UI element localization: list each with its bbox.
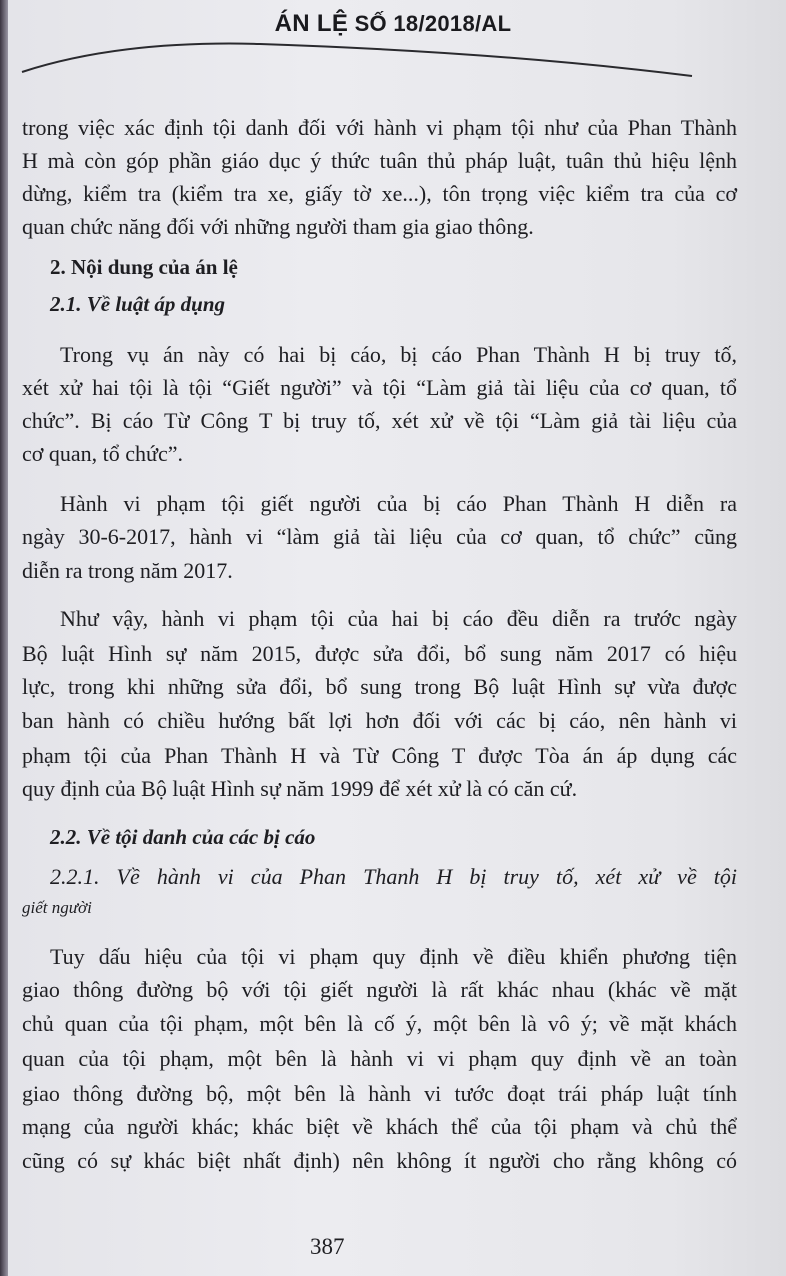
header-title-number: SỐ 18/2018/AL — [354, 11, 512, 36]
body-line: ban hành có chiều hướng bất lợi hơn đối với các bị cáo, nên hành vi — [22, 708, 737, 733]
body-line: cơ quan, tổ chức”. — [22, 441, 183, 466]
body-line: Như vậy, hành vi phạm tội của hai bị cáo đều diễn ra trước ngày — [60, 606, 737, 631]
sub-subsection-heading-cont: giết người — [22, 898, 92, 917]
body-line: trong việc xác định tội danh đối với hành vi phạm tội như của Phan Thành — [22, 115, 737, 140]
body-line: cũng có sự khác biệt nhất định) nên không ít người cho rằng không có — [22, 1148, 737, 1173]
header-rule — [0, 0, 786, 90]
subsection-heading: 2.2. Về tội danh của các bị cáo — [50, 825, 316, 849]
body-line: lực, trong khi những sửa đổi, bổ sung trong Bộ luật Hình sự vừa được — [22, 674, 737, 699]
page-number: 387 — [310, 1234, 345, 1259]
body-line: Trong vụ án này có hai bị cáo, bị cáo Phan Thành H bị truy tố, — [60, 342, 737, 367]
body-line: chức”. Bị cáo Từ Công T bị truy tố, xét xử về tội “Làm giả tài liệu của — [22, 408, 737, 433]
body-line: giao thông đường bộ với tội giết người là rất khác nhau (khác về mặt — [22, 977, 737, 1002]
body-line: mạng của người khác; khác biệt về khách thể của tội phạm và chủ thể — [22, 1114, 737, 1139]
book-spine — [0, 0, 8, 1276]
body-line: xét xử hai tội là tội “Giết người” và tội “Làm giả tài liệu của cơ quan, tổ — [22, 375, 737, 400]
body-line: Tuy dấu hiệu của tội vi phạm quy định về điều khiển phương tiện — [50, 944, 737, 969]
body-line: Hành vi phạm tội giết người của bị cáo Phan Thành H diễn ra — [60, 491, 737, 516]
body-line: ngày 30-6-2017, hành vi “làm giả tài liệu của cơ quan, tổ chức” cũng — [22, 524, 737, 549]
sub-subsection-heading: 2.2.1. Về hành vi của Phan Thanh H bị truy tố, xét xử về tội — [50, 864, 737, 889]
body-line: quan của tội phạm, một bên là hành vi vi phạm quy định về an toàn — [22, 1046, 737, 1071]
body-line: phạm tội của Phan Thành H và Từ Công T được Tòa án áp dụng các — [22, 743, 737, 768]
section-heading: 2. Nội dung của án lệ — [50, 255, 238, 279]
body-line: Bộ luật Hình sự năm 2015, được sửa đổi, bổ sung năm 2017 có hiệu — [22, 641, 737, 666]
body-line: quy định của Bộ luật Hình sự năm 1999 để xét xử là có căn cứ. — [22, 776, 578, 801]
body-line: giao thông đường bộ, một bên là hành vi tước đoạt trái pháp luật tính — [22, 1081, 737, 1106]
body-line: diễn ra trong năm 2017. — [22, 558, 233, 583]
body-line: quan chức năng đối với những người tham gia giao thông. — [22, 214, 534, 239]
body-line: chủ quan của tội phạm, một bên là cố ý, một bên là vô ý; về mặt khách — [22, 1011, 737, 1036]
body-line: dừng, kiểm tra (kiểm tra xe, giấy tờ xe...), tôn trọng việc kiểm tra của cơ — [22, 181, 737, 206]
header-title-main: ÁN LỆ — [274, 10, 349, 37]
subsection-heading: 2.1. Về luật áp dụng — [50, 292, 226, 316]
body-line: H mà còn góp phần giáo dục ý thức tuân thủ pháp luật, tuân thủ hiệu lệnh — [22, 148, 737, 173]
